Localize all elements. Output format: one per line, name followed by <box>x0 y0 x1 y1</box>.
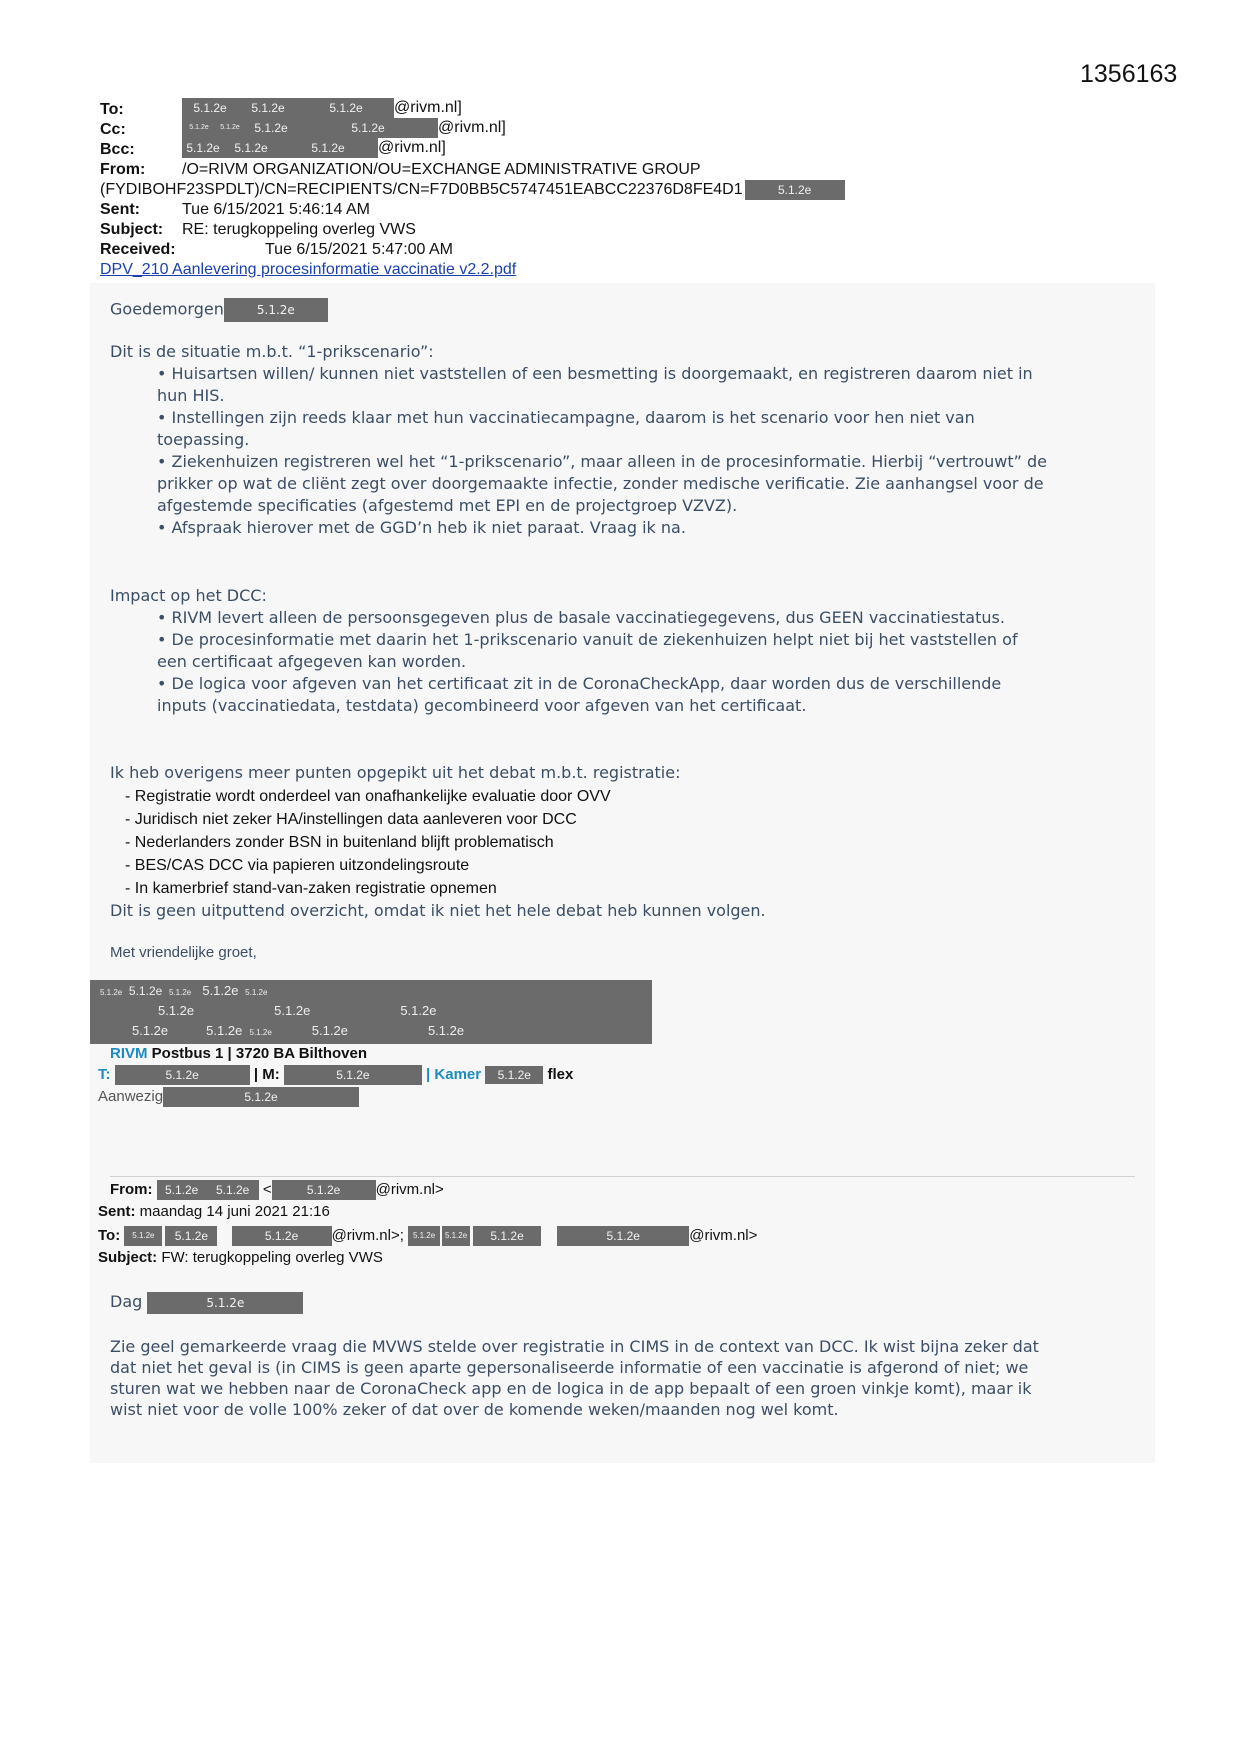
bullet-line: toepassing. <box>157 430 250 449</box>
redaction: 5.1.2e <box>224 138 278 158</box>
received-row <box>100 240 176 260</box>
sent-label: Sent: <box>100 201 140 218</box>
bcc-address-suffix: @rivm.nl] <box>378 139 446 157</box>
redaction: 5.1.2e <box>274 1003 311 1018</box>
attachment-link[interactable]: DPV_210 Aanlevering procesinformatie vaccinatie v2.2.pdf <box>100 261 517 278</box>
redaction: 5.1.2e <box>278 138 378 158</box>
redaction: 5.1.2e <box>206 1023 243 1038</box>
redaction: 5.1.2e <box>165 1226 217 1246</box>
from-line1: /O=RIVM ORGANIZATION/OU=EXCHANGE ADMINISTRATIVE GROUP <box>182 161 701 178</box>
redaction: 5.1.2e <box>147 1292 303 1314</box>
received-value: Tue 6/15/2021 5:47:00 AM <box>265 241 453 258</box>
impact-bullet-3 <box>157 673 1001 717</box>
redaction: 5.1.2e <box>132 1023 169 1038</box>
signature-address <box>110 1045 367 1062</box>
bullet-line: • RIVM levert alleen de persoonsgegeven plus de basale vaccinatiegegevens, dus GEEN vaccinatiestatus. <box>157 608 1005 627</box>
debate-point: - Nederlanders zonder BSN in buitenland blijft problematisch <box>125 834 554 851</box>
divider <box>110 1176 1135 1177</box>
aanwezig-label: Aanwezig <box>98 1087 164 1105</box>
to-address-suffix: @rivm.nl] <box>394 99 462 117</box>
redaction: 5.1.2e <box>745 180 845 200</box>
bullet-line: • De procesinformatie met daarin het 1-prikscenario vanuit de ziekenhuizen helpt niet bij het vaststellen of <box>157 630 1018 649</box>
address-text: Postbus 1 | 3720 BA Bilthoven <box>151 1045 368 1062</box>
redaction: 5.1.2e <box>100 988 123 997</box>
redaction: 5.1.2e <box>249 1028 272 1037</box>
redaction: 5.1.2e <box>311 1023 348 1038</box>
redaction: 5.1.2e <box>272 1180 376 1200</box>
fwd-to-row <box>98 1226 757 1246</box>
sent-row <box>100 200 140 220</box>
fwd-sent-row <box>98 1203 330 1220</box>
sig-redaction-row-3 <box>132 1023 464 1038</box>
redaction: 5.1.2e <box>232 1226 332 1246</box>
redaction: 5.1.2e <box>128 984 163 998</box>
to-values <box>182 98 462 118</box>
to-row <box>100 100 124 120</box>
redaction: 5.1.2e <box>168 988 192 997</box>
redaction: 5.1.2e <box>473 1226 541 1246</box>
fwd-from-lt: < <box>262 1180 272 1198</box>
greeting-text: Goedemorgen <box>110 299 224 319</box>
bullet-line: • Instellingen zijn reeds klaar met hun vaccinatiecampagne, daarom is het scenario voor hen niet van <box>157 408 975 427</box>
to-label: To: <box>100 101 124 118</box>
sent-value: Tue 6/15/2021 5:46:14 AM <box>182 201 370 218</box>
bcc-row <box>100 140 135 160</box>
redaction: 5.1.2e <box>442 1226 470 1246</box>
redaction: 5.1.2e <box>182 118 216 138</box>
situation-intro: Dit is de situatie m.b.t. “1-prikscenario”: <box>110 342 434 361</box>
redaction: 5.1.2e <box>427 1023 465 1038</box>
bullet-line: prikker op wat de cliënt zegt over doorgemaakte infectie, zonder medische verificatie. Zie aanhangsel voor de <box>157 474 1044 493</box>
fwd-text-line: wist niet voor de volle 100% zeker of dat over de komende weken/maanden nog wel komt. <box>110 1400 839 1419</box>
from-label: From: <box>100 161 146 178</box>
fwd-text-line: Zie geel gemarkeerde vraag die MVWS stelde over registratie in CIMS in de context van DCC. Ik wist bijna zeker dat <box>110 1337 1039 1356</box>
received-label: Received: <box>100 241 176 258</box>
fwd-from-row <box>110 1180 444 1200</box>
fwd-from-suffix: @rivm.nl> <box>375 1180 444 1198</box>
bullet-line: afgestemde specificaties (afgestemd met EPI en de projectgroep VZVZ). <box>157 496 738 515</box>
cc-values <box>182 118 506 138</box>
redaction: 5.1.2e <box>124 1226 162 1246</box>
redaction: 5.1.2e <box>158 1003 195 1018</box>
bcc-values <box>182 138 446 158</box>
redaction: 5.1.2e <box>115 1065 250 1085</box>
bullet-line: • De logica voor afgeven van het certificaat zit in de CoronaCheckApp, daar worden dus de verschillende <box>157 674 1002 693</box>
m-label: | M: <box>253 1065 280 1083</box>
from-line2 <box>100 180 845 200</box>
redaction: 5.1.2e <box>157 1180 207 1200</box>
situation-bullet-4 <box>157 517 686 539</box>
impact-intro: Impact op het DCC: <box>110 586 267 605</box>
rivm-label: RIVM <box>110 1045 148 1062</box>
fwd-from-label: From: <box>110 1180 153 1198</box>
bcc-label: Bcc: <box>100 141 135 158</box>
redaction: 5.1.2e <box>298 98 394 118</box>
fwd-to-sep: @rivm.nl>; <box>331 1226 404 1244</box>
situation-bullet-3 <box>157 451 1047 517</box>
from-line2-text: (FYDIBOHF23SPDLT)/CN=RECIPIENTS/CN=F7D0BB5C5747451EABCC22376D8FE4D1 <box>100 181 743 199</box>
redaction: 5.1.2e <box>400 1003 437 1018</box>
debate-point: - BES/CAS DCC via papieren uitzondelingsroute <box>125 857 470 874</box>
fwd-subject-row <box>98 1249 383 1266</box>
redaction: 5.1.2e <box>284 1065 422 1085</box>
fwd-message-text <box>110 1336 1039 1420</box>
redaction: 5.1.2e <box>224 298 328 322</box>
bullet-line: • Huisartsen willen/ kunnen niet vaststellen of een besmetting is doorgemaakt, en registreren daarom niet in <box>157 364 1033 383</box>
bullet-line: hun HIS. <box>157 386 225 405</box>
bullet-line: inputs (vaccinatiedata, testdata) gecombineerd voor afgeven van het certificaat. <box>157 696 807 715</box>
kamer-label: | Kamer <box>426 1065 482 1083</box>
redaction: 5.1.2e <box>485 1066 543 1084</box>
cc-row <box>100 120 126 140</box>
sig-redaction-row-2 <box>158 1003 436 1018</box>
redaction: 5.1.2e <box>163 1087 359 1107</box>
cc-label: Cc: <box>100 121 126 138</box>
fwd-to-suffix: @rivm.nl> <box>689 1226 758 1244</box>
bullet-line: • Afspraak hierover met de GGD’n heb ik niet paraat. Vraag ik na. <box>157 518 686 537</box>
redaction: 5.1.2e <box>298 118 438 138</box>
fwd-to-label: To: <box>98 1226 121 1244</box>
debate-points <box>125 785 611 900</box>
redaction: 5.1.2e <box>182 138 224 158</box>
debate-point: - Juridisch niet zeker HA/instellingen data aanleveren voor DCC <box>125 811 577 828</box>
from-row <box>100 160 145 180</box>
signature-aanwezig <box>98 1087 359 1107</box>
subject-value: RE: terugkoppeling overleg VWS <box>182 221 416 238</box>
fwd-text-line: sturen wat we hebben naar de CoronaCheck app en de logica in de app bepaalt of een groen vinkje komt), maar ik <box>110 1379 1032 1398</box>
greeting <box>110 298 328 322</box>
fwd-greeting-text: Dag <box>110 1292 143 1311</box>
redaction: 5.1.2e <box>207 1180 259 1200</box>
fwd-subject-label: Subject: <box>98 1249 158 1266</box>
impact-bullet-2 <box>157 629 1018 673</box>
debate-point: - In kamerbrief stand-van-zaken registratie opnemen <box>125 880 497 897</box>
redaction: 5.1.2e <box>244 118 298 138</box>
flex-label: flex <box>547 1065 574 1083</box>
bullet-line: • Ziekenhuizen registreren wel het “1-prikscenario”, maar alleen in de procesinformatie. Hierbij “vertrouwt” de <box>157 452 1048 471</box>
redaction: 5.1.2e <box>408 1226 440 1246</box>
redaction: 5.1.2e <box>202 983 239 998</box>
bullet-line: een certificaat afgegeven kan worden. <box>157 652 467 671</box>
redaction: 5.1.2e <box>182 98 238 118</box>
document-number: 1356163 <box>1080 60 1178 88</box>
situation-bullet-2 <box>157 407 975 451</box>
redaction: 5.1.2e <box>238 98 298 118</box>
fwd-sent-label: Sent: <box>98 1203 136 1220</box>
debate-intro: Ik heb overigens meer punten opgepikt uit het debat m.b.t. registratie: <box>110 763 681 782</box>
redaction: 5.1.2e <box>216 118 244 138</box>
situation-bullet-1 <box>157 363 1033 407</box>
fwd-subject-value: FW: terugkoppeling overleg VWS <box>161 1249 383 1266</box>
debate-outro: Dit is geen uitputtend overzicht, omdat ik niet het hele debat heb kunnen volgen. <box>110 901 766 920</box>
fwd-text-line: dat niet het geval is (in CIMS is geen aparte gepersonaliseerde informatie of een vaccinatie is afgerond of niet; we <box>110 1358 1029 1377</box>
fwd-sent-value: maandag 14 juni 2021 21:16 <box>139 1203 330 1220</box>
redaction: 5.1.2e <box>245 988 268 997</box>
debate-point: - Registratie wordt onderdeel van onafhankelijke evaluatie door OVV <box>125 788 611 805</box>
cc-address-suffix: @rivm.nl] <box>438 119 506 137</box>
t-label: T: <box>98 1065 111 1083</box>
subject-row <box>100 220 163 240</box>
subject-label: Subject: <box>100 221 164 238</box>
sig-redaction-row-1 <box>100 983 267 998</box>
signature-phone <box>98 1065 573 1085</box>
impact-bullet-1 <box>157 607 1005 629</box>
closing: Met vriendelijke groet, <box>110 944 257 961</box>
fwd-greeting <box>110 1291 303 1314</box>
redaction: 5.1.2e <box>557 1226 689 1246</box>
